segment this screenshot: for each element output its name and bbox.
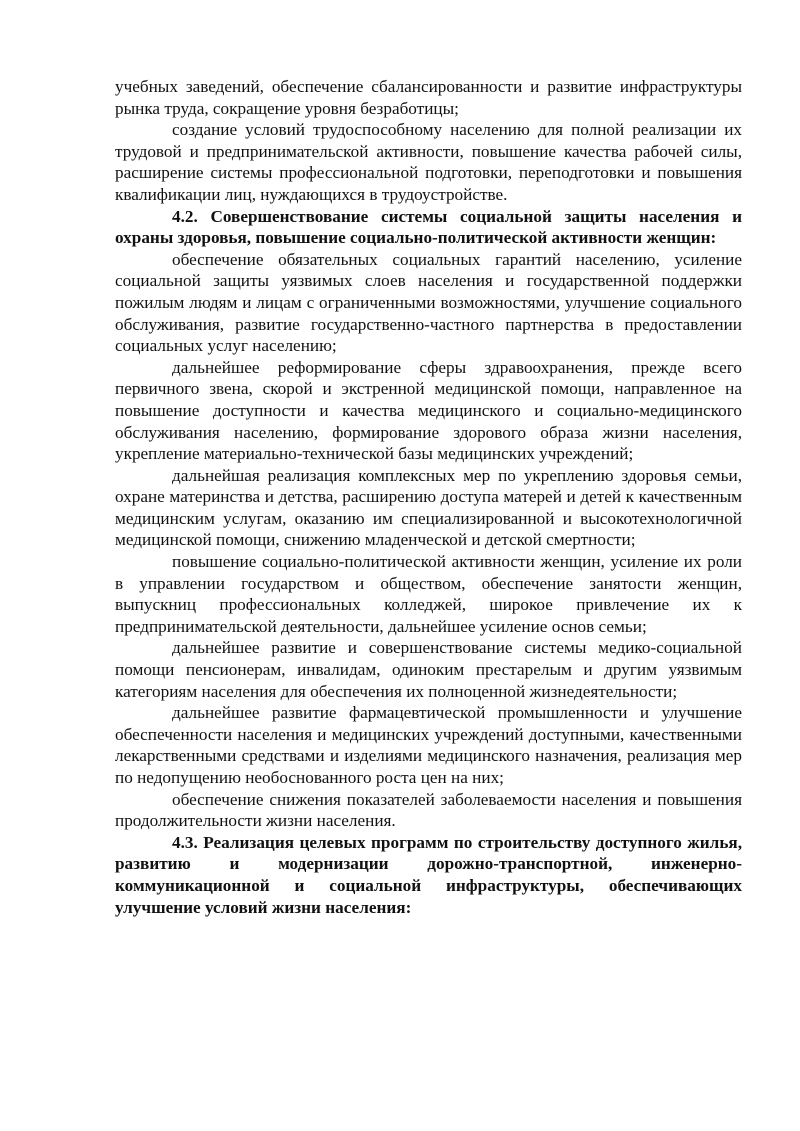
paragraph-employment-conditions: создание условий трудоспособному населению для полной реализации их трудовой и предпринимательской активности, повышение качества рабочей силы, расширение системы профессиональной подготовки, переподготовки и повышения квалификации лиц, нуждающихся в трудоустройстве. — [115, 120, 742, 204]
document-page — [115, 76, 742, 918]
paragraph-medico-social-help: дальнейшее развитие и совершенствование системы медико-социальной помощи пенсионерам, инвалидам, одиноким престарелым и другим уязвимым категориям населения для обеспечения их полноценной жизнедеятельности; — [115, 638, 742, 701]
paragraph-social-guarantees: обеспечение обязательных социальных гарантий населению, усиление социальной защиты уязвимых слоев населения и государственной поддержки пожилым людям и лицам с ограниченными возможностями, улучшение социального обслуживания, развитие государственно-частного партнерства в предоставлении социальных услуг населению; — [115, 249, 742, 356]
paragraph-pharmaceutical-industry: дальнейшее развитие фармацевтической промышленности и улучшение обеспеченности населения и медицинских учреждений доступными, качественными лекарственными средствами и изделиями медицинского назначения, реализация мер по недопущению необоснованного роста цен на них; — [115, 703, 742, 787]
paragraph-family-health: дальнейшая реализация комплексных мер по укреплению здоровья семьи, охране материнства и детства, расширению доступа матерей и детей к качественным медицинским услугам, оказанию им специализированной и высокотехнологичной медицинской помощи, снижению младенческой и детской смертности; — [115, 465, 742, 550]
paragraph-women-activity: повышение социально-политической активности женщин, усиление их роли в управлении государством и обществом, обеспечение занятости женщин, выпускниц профессиональных колледжей, широкое привлечение их к предпринимательской деятельности, дальнейшее усиление основ семьи; — [115, 552, 742, 636]
section-heading-4-2: 4.2. Совершенствование системы социальной защиты населения и охраны здоровья, повышение социально-политической активности женщин: — [115, 206, 742, 248]
paragraph-continuation: учебных заведений, обеспечение сбалансированности и развитие инфраструктуры рынка труда, сокращение уровня безработицы; — [115, 77, 742, 118]
paragraph-healthcare-reform: дальнейшее реформирование сферы здравоохранения, прежде всего первичного звена, скорой и экстренной медицинской помощи, направленное на повышение доступности и качества медицинского и социально-медицинского обслуживания населению, формирование здорового образа жизни населения, укрепление материально-технической базы медицинских учреждений; — [115, 357, 742, 464]
paragraph-morbidity-reduction: обеспечение снижения показателей заболеваемости населения и повышения продолжительности жизни населения. — [115, 789, 742, 831]
section-heading-4-3: 4.3. Реализация целевых программ по строительству доступного жилья, развитию и модернизации дорожно-транспортной, инженерно-коммуникационной и социальной инфраструктуры, обеспечивающих улучшение условий жизни населения: — [115, 832, 742, 917]
